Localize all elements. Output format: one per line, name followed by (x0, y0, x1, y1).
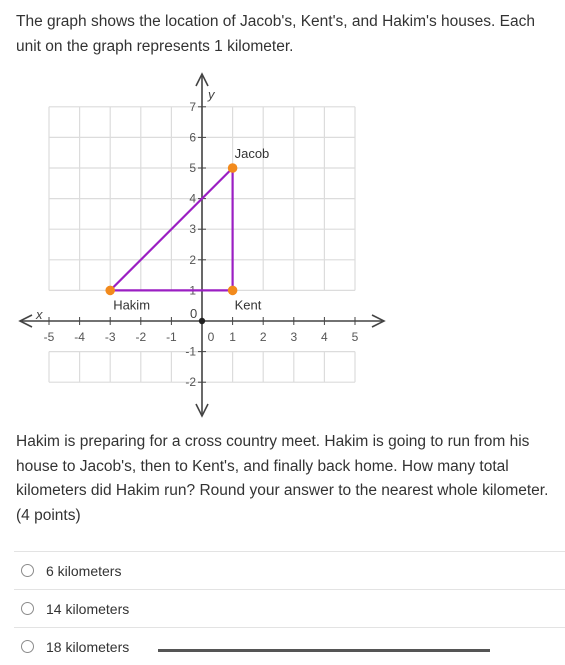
radio-button[interactable] (21, 602, 34, 615)
x-tick-label: 1 (229, 330, 236, 344)
radio-button[interactable] (21, 640, 34, 653)
y-tick-label: 7 (189, 99, 196, 114)
choice-label: 18 kilometers (46, 638, 130, 655)
y-tick-label: 3 (189, 222, 196, 237)
y-axis-label: y (208, 87, 215, 102)
x-tick-label: 4 (321, 330, 328, 344)
x-tick-label: -1 (166, 330, 177, 344)
y-tick-label: 2 (189, 252, 196, 267)
kent-house-point (228, 286, 238, 296)
x-tick-label: 3 (290, 330, 298, 344)
x-tick-label: -4 (74, 330, 85, 344)
hakim-house-point (105, 286, 115, 296)
y-tick-label: 6 (189, 130, 196, 145)
choice-6-kilometers[interactable] (14, 551, 565, 589)
question-prompt: Hakim is preparing for a cross country meet. Hakim is going to run from his house to Jacob's, then to Kent's, and finally back home. How many total kilometers did Hakim run? Round your answer to the nearest whole kilometer. (4 points) (16, 433, 549, 524)
question-intro: The graph shows the location of Jacob's, Kent's, and Hakim's houses. Each unit on the graph represents 1 kilometer. (16, 13, 535, 55)
x-tick-label: 0 (207, 330, 215, 344)
axes (20, 74, 384, 416)
choice-label: 6 kilometers (46, 562, 122, 579)
y-tick-label: -1 (185, 344, 196, 359)
y-tick-label: -2 (185, 375, 196, 390)
choice-label: 14 kilometers (46, 600, 130, 617)
coordinate-graph (14, 68, 394, 420)
origin-label: 0 (190, 306, 198, 321)
y-tick-label: 1 (189, 283, 196, 298)
choice-14-kilometers[interactable] (14, 589, 565, 627)
x-tick-label: -5 (43, 330, 55, 344)
answer-choices (14, 551, 565, 665)
x-tick-label: -2 (135, 330, 147, 344)
y-tick-label: 4 (189, 191, 196, 206)
hakim-house-label: Hakim (113, 297, 151, 313)
jacob-house-label: Jacob (234, 146, 270, 161)
x-tick-label: 5 (351, 330, 359, 344)
origin-dot (199, 318, 205, 324)
kent-house-label: Kent (234, 297, 262, 313)
radio-button[interactable] (21, 564, 34, 577)
x-axis-label: x (36, 307, 43, 322)
x-tick-label: 2 (259, 330, 267, 344)
axis-ticks (44, 100, 359, 389)
y-tick-label: 5 (189, 161, 196, 175)
jacob-house-point (228, 163, 238, 173)
choice-18-kilometers[interactable] (14, 627, 565, 665)
x-tick-label: -3 (104, 330, 116, 344)
